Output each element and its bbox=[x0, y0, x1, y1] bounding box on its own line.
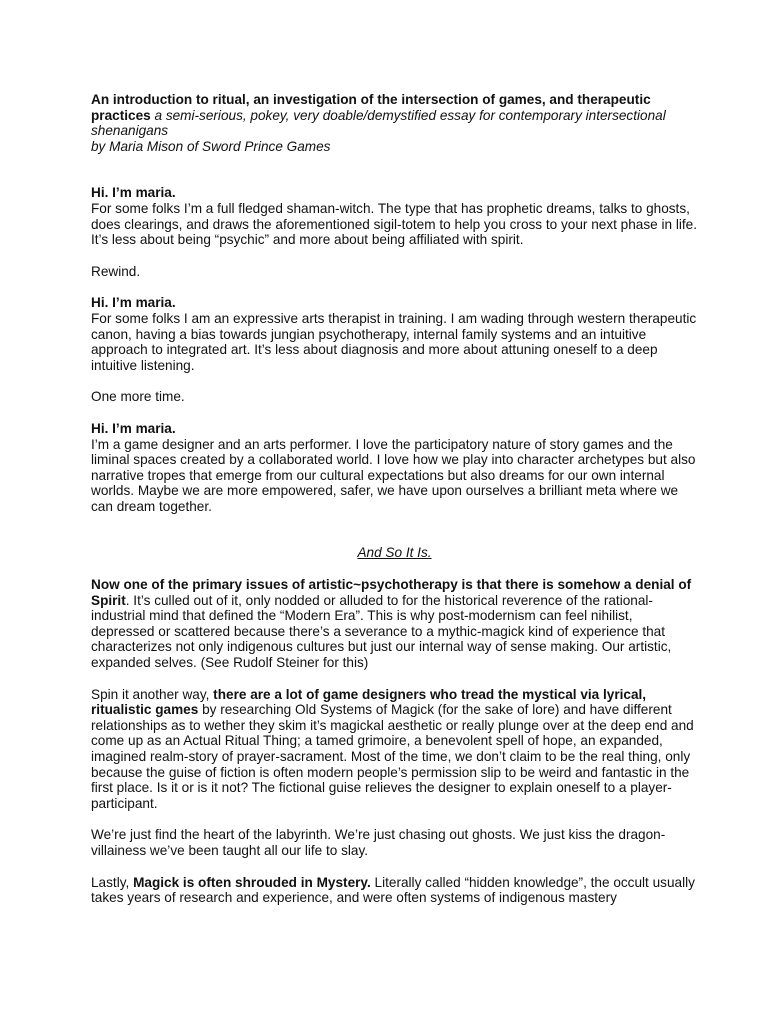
intro-1 bbox=[91, 185, 698, 247]
paragraph-mystery-lead: Lastly, bbox=[91, 874, 134, 890]
intro-3-body: I’m a game designer and an arts performer. I love the participatory nature of story games and the liminal spaces created by a collaborated world. I love how we play into character archetypes but also narrative tropes that emerge from our cultural expectations but also dreams for our own internal worlds. Maybe we are more empowered, safer, we have upon ourselves a brilliant meta where we can dream together. bbox=[91, 436, 696, 514]
rewind-line: Rewind. bbox=[91, 263, 141, 279]
paragraph-mystery-bold: Magick is often shrouded in Mystery. bbox=[133, 874, 371, 890]
paragraph-spirit bbox=[91, 577, 698, 671]
intro-2 bbox=[91, 295, 698, 373]
paragraph-designers-lead: Spin it another way, bbox=[91, 686, 214, 702]
paragraph-mystery-text: Literally called “hidden knowledge”, the occult usually takes years of research and experience, and were often systems of indigenous mastery bbox=[91, 874, 695, 906]
intro-3-heading: Hi. I’m maria. bbox=[91, 420, 176, 436]
paragraph-designers-bold: there are a lot of game designers who tread the mystical via lyrical, ritualistic games bbox=[91, 686, 647, 718]
paragraph-designers-text: by researching Old Systems of Magick (for the sake of lore) and have different relationships as to wether they skim it’s magickal aesthetic or really plunge over at the deep end and come up as an Actual Ritual Thing; a tamed grimoire, a benevolent spell of hope, an expanded, imagined realm-story of prayer-sacrament. Most of the time, we don’t claim to be the real thing, only because the guise of fiction is often modern people’s permission slip to be weird and fantastic in the first place. Is it or is it not? The fictional guise relieves the designer to explain oneself to a player-participant. bbox=[91, 702, 694, 811]
paragraph-designers bbox=[91, 687, 698, 812]
and-so-it-is: And So It Is. bbox=[357, 545, 432, 561]
paragraph-spirit-bold: Now one of the primary issues of artistic~psychotherapy is that there is somehow a denial of Spirit bbox=[91, 577, 692, 608]
document-byline: by Maria Mison of Sword Prince Games bbox=[91, 138, 331, 154]
document-title-block bbox=[91, 92, 698, 139]
intro-1-body: For some folks I’m a full fledged shaman-witch. The type that has prophetic dreams, talks to ghosts, does clearings, and draws the aforementioned sigil-totem to help you cross to your next phase in life. It’s less about being “psychic” and more about being affiliated with spirit. bbox=[91, 200, 698, 248]
document-subtitle: a semi-serious, pokey, very doable/demystified essay for contemporary intersectional shenanigans bbox=[91, 107, 666, 139]
intro-2-heading: Hi. I’m maria. bbox=[91, 295, 176, 311]
section-heading bbox=[91, 545, 698, 561]
document-title: An introduction to ritual, an investigation of the intersection of games, and therapeutic practices bbox=[91, 92, 651, 123]
one-more-time-line: One more time. bbox=[91, 389, 185, 405]
paragraph-spirit-text: . It’s culled out of it, only nodded or alluded to for the historical reverence of the rational-industrial mind that defined the “Modern Era”. This is why post-modernism can feel nihilist, depressed or scattered because there’s a severance to a mythic-magick kind of experience that characterizes not only indigenous cultures but just our internal way of sense making. Our artistic, expanded selves. (See Rudolf Steiner for this) bbox=[91, 592, 672, 671]
paragraph-labyrinth: We’re just find the heart of the labyrinth. We’re just chasing out ghosts. We just kiss the dragon-villainess we’ve been taught all our life to slay. bbox=[91, 827, 666, 858]
intro-1-heading: Hi. I’m maria. bbox=[91, 185, 176, 201]
intro-2-body: For some folks I am an expressive arts therapist in training. I am wading through western therapeutic canon, having a bias towards jungian psychotherapy, internal family systems and an intuitive approach to integrated art. It’s less about diagnosis and more about attuning oneself to a deep intuitive listening. bbox=[91, 310, 697, 373]
paragraph-mystery bbox=[91, 875, 698, 906]
intro-3 bbox=[91, 421, 698, 515]
